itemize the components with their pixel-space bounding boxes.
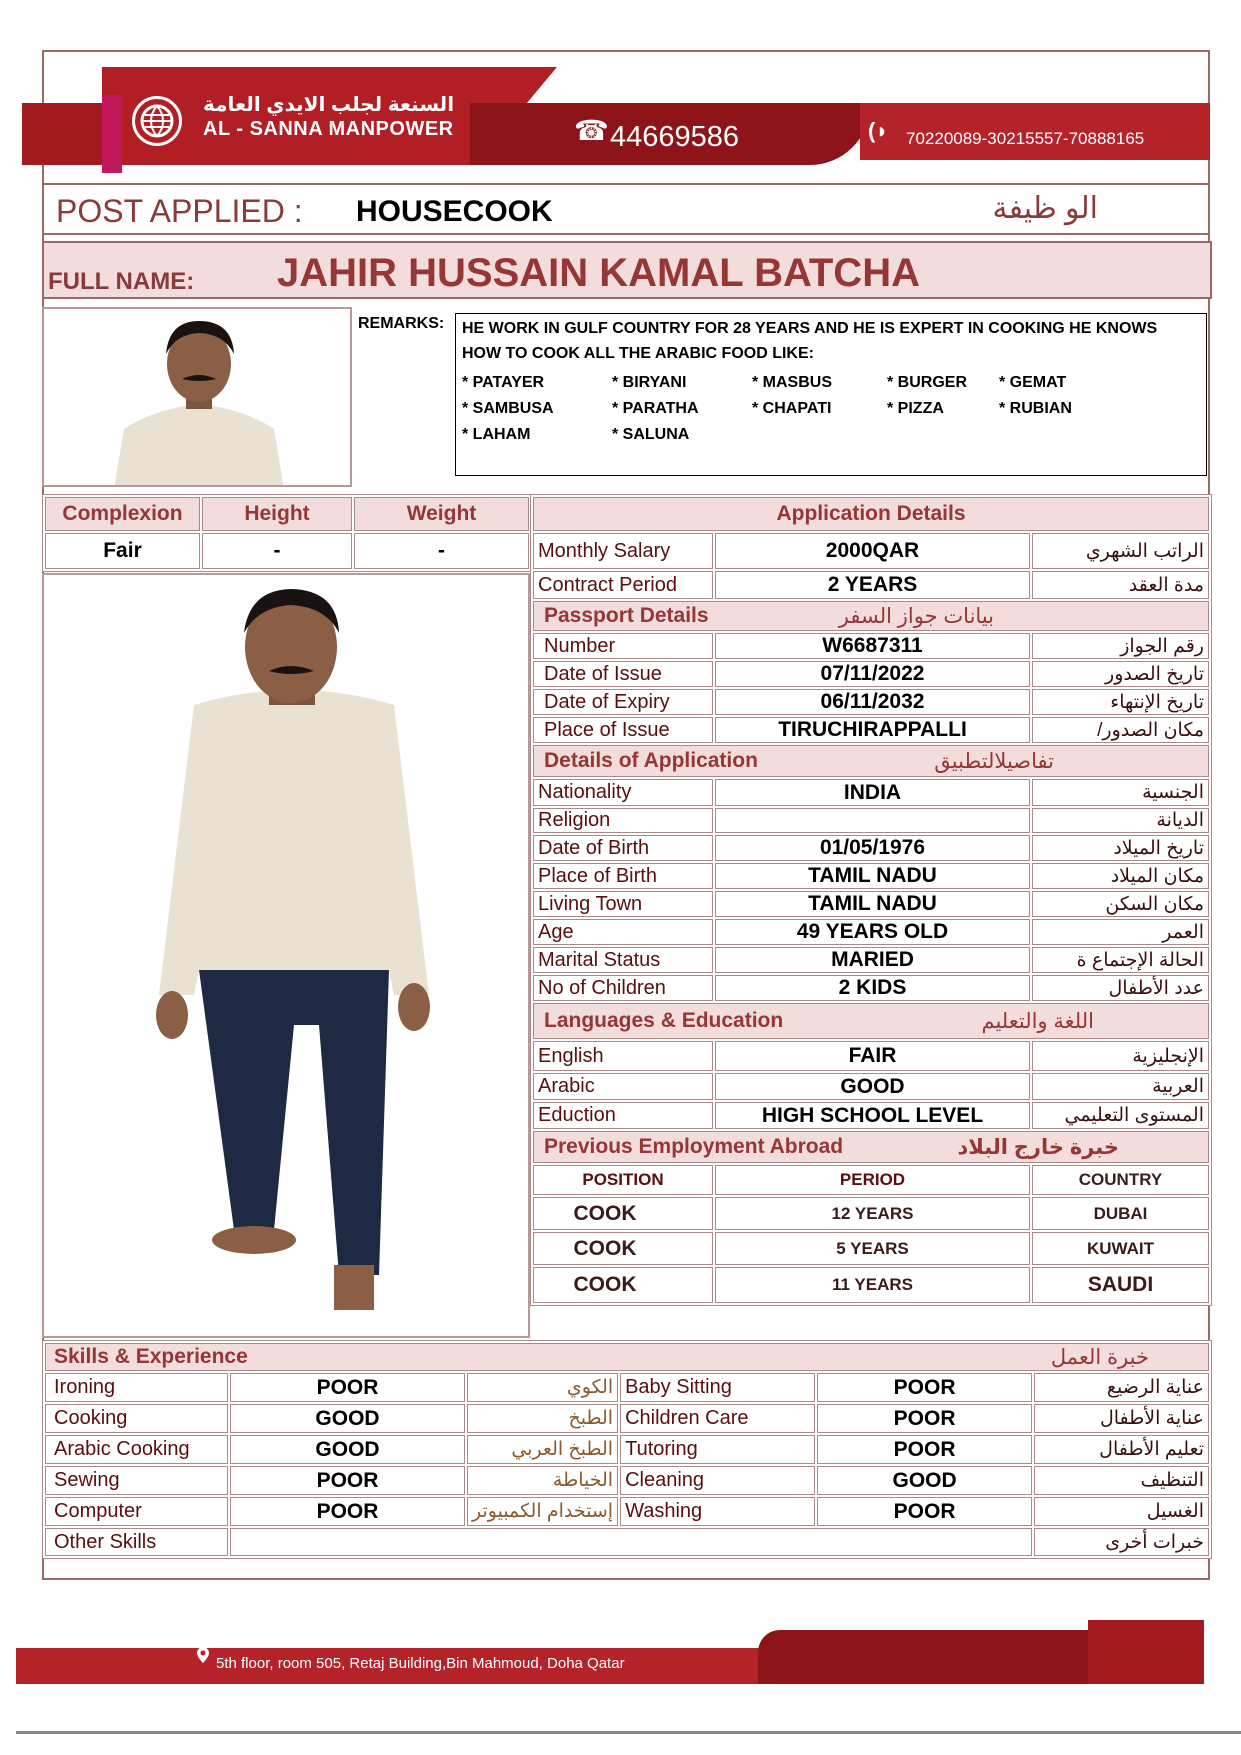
contract-period-value: 2 YEARS bbox=[715, 571, 1030, 599]
place-of-issue-value: TIRUCHIRAPPALLI bbox=[715, 717, 1030, 743]
skills-table bbox=[42, 1340, 1212, 1559]
contract-period-label: Contract Period bbox=[533, 571, 713, 599]
date-of-birth-value: 01/05/1976 bbox=[715, 835, 1030, 861]
skill-label-arabic: الطبخ العربي bbox=[467, 1435, 618, 1464]
food-item: * PATAYER bbox=[462, 374, 545, 391]
english-label-arabic: الإنجليزية bbox=[1032, 1041, 1209, 1071]
skill-label-arabic: عناية الأطفال bbox=[1034, 1404, 1209, 1433]
phone-number[interactable]: 44669586 bbox=[610, 121, 740, 153]
skill-label: Cleaning bbox=[620, 1466, 815, 1495]
age-value: 49 YEARS OLD bbox=[715, 919, 1030, 945]
skill-level: POOR bbox=[230, 1497, 465, 1526]
skill-level: POOR bbox=[817, 1404, 1032, 1433]
post-applied-value: HOUSECOOK bbox=[356, 195, 553, 228]
living-town-value: TAMIL NADU bbox=[715, 891, 1030, 917]
employment-position: COOK bbox=[533, 1232, 713, 1265]
height-value: - bbox=[202, 533, 352, 569]
skills-experience-title-arabic: خبرة العمل bbox=[1050, 1345, 1149, 1369]
date-of-expiry-value: 06/11/2032 bbox=[715, 689, 1030, 715]
skill-label-arabic: تعليم الأطفال bbox=[1034, 1435, 1209, 1464]
employment-row bbox=[533, 1232, 1209, 1265]
passport-details-title-arabic: بيانات جواز السفر bbox=[838, 604, 994, 628]
other-skills-label: Other Skills bbox=[45, 1528, 228, 1556]
skill-level: GOOD bbox=[230, 1435, 465, 1464]
date-of-birth-label-arabic: تاريخ الميلاد bbox=[1032, 835, 1209, 861]
food-item: * BURGER bbox=[887, 374, 968, 391]
location-pin-icon bbox=[197, 1647, 209, 1667]
monthly-salary-label-arabic: الراتب الشهري bbox=[1032, 533, 1209, 569]
banner-left-stripe bbox=[22, 103, 112, 165]
languages-education-title-arabic: اللغة والتعليم bbox=[981, 1009, 1094, 1033]
food-item: * BIRYANI bbox=[612, 374, 687, 391]
nationality-label: Nationality bbox=[533, 779, 713, 806]
date-of-issue-value: 07/11/2022 bbox=[715, 661, 1030, 687]
skill-row bbox=[45, 1466, 1209, 1495]
position-column-header: POSITION bbox=[533, 1165, 713, 1195]
physical-attributes-table bbox=[42, 494, 532, 572]
skill-label-arabic: الكوي bbox=[467, 1373, 618, 1402]
remarks-label: REMARKS: bbox=[358, 315, 445, 332]
employment-period: 12 YEARS bbox=[715, 1197, 1030, 1230]
monthly-salary-label: Monthly Salary bbox=[533, 533, 713, 569]
employment-position: COOK bbox=[533, 1267, 713, 1303]
portrait-photo bbox=[42, 307, 352, 487]
food-item: * PARATHA bbox=[612, 400, 699, 417]
details-of-application-title-arabic: تفاصيلالتطبيق bbox=[934, 749, 1054, 773]
date-of-issue-label: Date of Issue bbox=[533, 661, 713, 687]
full-name-row bbox=[42, 241, 1212, 299]
application-details-table bbox=[530, 494, 1212, 1306]
skill-level: POOR bbox=[230, 1466, 465, 1495]
education-value: HIGH SCHOOL LEVEL bbox=[715, 1102, 1030, 1129]
complexion-value: Fair bbox=[45, 533, 200, 569]
age-label: Age bbox=[533, 919, 713, 945]
skill-label: Sewing bbox=[45, 1466, 228, 1495]
skill-level: POOR bbox=[817, 1497, 1032, 1526]
skill-row bbox=[45, 1497, 1209, 1526]
skill-label: Baby Sitting bbox=[620, 1373, 815, 1402]
full-name-value: JAHIR HUSSAIN KAMAL BATCHA bbox=[277, 251, 920, 295]
employment-row bbox=[533, 1197, 1209, 1230]
full-name-label: FULL NAME: bbox=[48, 268, 195, 295]
country-column-header: COUNTRY bbox=[1032, 1165, 1209, 1195]
details-of-application-title: Details of Application bbox=[544, 748, 758, 772]
skill-label: Washing bbox=[620, 1497, 815, 1526]
skill-level: GOOD bbox=[230, 1404, 465, 1433]
living-town-label-arabic: مكان السكن bbox=[1032, 891, 1209, 917]
food-item: * CHAPATI bbox=[752, 400, 832, 417]
skill-label: Cooking bbox=[45, 1404, 228, 1433]
children-label: No of Children bbox=[533, 975, 713, 1001]
arabic-label: Arabic bbox=[533, 1073, 713, 1100]
brand-name-english: AL - SANNA MANPOWER bbox=[203, 118, 454, 140]
skill-label: Ironing bbox=[45, 1373, 228, 1402]
application-details-header: Application Details bbox=[533, 497, 1209, 531]
food-item: * GEMAT bbox=[999, 374, 1067, 391]
arabic-label-arabic: العربية bbox=[1032, 1073, 1209, 1100]
food-item: * SAMBUSA bbox=[462, 400, 554, 417]
skill-label: Computer bbox=[45, 1497, 228, 1526]
other-skills-row bbox=[45, 1528, 1209, 1556]
monthly-salary-value: 2000QAR bbox=[715, 533, 1030, 569]
english-label: English bbox=[533, 1041, 713, 1071]
skill-label-arabic: الخياطة bbox=[467, 1466, 618, 1495]
place-of-issue-label-arabic: مكان الصدور/ bbox=[1032, 717, 1209, 743]
food-item: * LAHAM bbox=[462, 426, 531, 443]
employment-period: 5 YEARS bbox=[715, 1232, 1030, 1265]
religion-label: Religion bbox=[533, 808, 713, 833]
banner-accent-bar bbox=[102, 95, 122, 173]
skill-level: POOR bbox=[230, 1373, 465, 1402]
languages-education-title: Languages & Education bbox=[544, 1008, 784, 1032]
footer-dark-block bbox=[758, 1630, 1092, 1684]
place-of-issue-label: Place of Issue bbox=[533, 717, 713, 743]
place-of-birth-label: Place of Birth bbox=[533, 863, 713, 889]
passport-details-title: Passport Details bbox=[544, 603, 709, 627]
food-item: * PIZZA bbox=[887, 400, 944, 417]
religion-label-arabic: الديانة bbox=[1032, 808, 1209, 833]
employment-country: SAUDI bbox=[1032, 1267, 1209, 1303]
skill-level: GOOD bbox=[817, 1466, 1032, 1495]
mobile-numbers[interactable]: 70220089-30215557-70888165 bbox=[906, 129, 1145, 148]
post-applied-label-arabic: الو ظيفة bbox=[992, 192, 1098, 225]
mobile-phone-icon: (◗ bbox=[868, 118, 889, 143]
remarks-text: HE WORK IN GULF COUNTRY FOR 28 YEARS AND HE IS EXPERT IN COOKING HE KNOWS HOW TO COOK ALL THE ARABIC FOOD LIKE: bbox=[462, 320, 1158, 362]
marital-status-label: Marital Status bbox=[533, 947, 713, 973]
skill-label-arabic: عناية الرضيع bbox=[1034, 1373, 1209, 1402]
other-skills-label-arabic: خبرات أخرى bbox=[1034, 1528, 1209, 1556]
place-of-birth-value: TAMIL NADU bbox=[715, 863, 1030, 889]
skill-label-arabic: الطبخ bbox=[467, 1404, 618, 1433]
other-skills-value bbox=[230, 1528, 1032, 1556]
skill-label: Children Care bbox=[620, 1404, 815, 1433]
date-of-expiry-label: Date of Expiry bbox=[533, 689, 713, 715]
nationality-label-arabic: الجنسية bbox=[1032, 779, 1209, 806]
page-bottom-rule bbox=[16, 1731, 1241, 1734]
passport-number-label: Number bbox=[533, 633, 713, 659]
living-town-label: Living Town bbox=[533, 891, 713, 917]
period-column-header: PERIOD bbox=[715, 1165, 1030, 1195]
skills-experience-header bbox=[45, 1343, 1209, 1371]
contract-period-label-arabic: مدة العقد bbox=[1032, 571, 1209, 599]
employment-country: DUBAI bbox=[1032, 1197, 1209, 1230]
weight-header: Weight bbox=[354, 497, 529, 531]
employment-period: 11 YEARS bbox=[715, 1267, 1030, 1303]
complexion-header: Complexion bbox=[45, 497, 200, 531]
footer-address: 5th floor, room 505, Retaj Building,Bin Mahmoud, Doha Qatar bbox=[216, 1655, 625, 1672]
skill-level: POOR bbox=[817, 1435, 1032, 1464]
skill-level: POOR bbox=[817, 1373, 1032, 1402]
english-value: FAIR bbox=[715, 1041, 1030, 1071]
date-of-issue-label-arabic: تاريخ الصدور bbox=[1032, 661, 1209, 687]
skill-row bbox=[45, 1404, 1209, 1433]
education-label: Eduction bbox=[533, 1102, 713, 1129]
skills-experience-title: Skills & Experience bbox=[54, 1344, 248, 1368]
nationality-value: INDIA bbox=[715, 779, 1030, 806]
food-list bbox=[462, 370, 1200, 448]
skill-label-arabic: الغسيل bbox=[1034, 1497, 1209, 1526]
place-of-birth-label-arabic: مكان الميلاد bbox=[1032, 863, 1209, 889]
languages-education-header bbox=[533, 1003, 1209, 1039]
children-value: 2 KIDS bbox=[715, 975, 1030, 1001]
post-applied-label: POST APPLIED : bbox=[56, 193, 303, 229]
skill-row bbox=[45, 1373, 1209, 1402]
passport-details-header bbox=[533, 601, 1209, 631]
marital-status-label-arabic: الحالة الإجتماع ة bbox=[1032, 947, 1209, 973]
previous-employment-title-arabic: خبرة خارج البلاد bbox=[957, 1135, 1119, 1159]
date-of-birth-label: Date of Birth bbox=[533, 835, 713, 861]
weight-value: - bbox=[354, 533, 529, 569]
education-label-arabic: المستوى التعليمي bbox=[1032, 1102, 1209, 1129]
previous-employment-title: Previous Employment Abroad bbox=[544, 1134, 844, 1158]
skill-label: Tutoring bbox=[620, 1435, 815, 1464]
date-of-expiry-label-arabic: تاريخ الإنتهاء bbox=[1032, 689, 1209, 715]
children-label-arabic: عدد الأطفال bbox=[1032, 975, 1209, 1001]
footer-right-block bbox=[1088, 1620, 1204, 1684]
telephone-icon: ☎ bbox=[574, 115, 609, 146]
post-applied-row bbox=[42, 183, 1210, 235]
skill-label-arabic: التنظيف bbox=[1034, 1466, 1209, 1495]
marital-status-value: MARIED bbox=[715, 947, 1030, 973]
employment-position: COOK bbox=[533, 1197, 713, 1230]
employment-row bbox=[533, 1267, 1209, 1303]
remarks-box bbox=[455, 313, 1207, 476]
brand-name-arabic: السنعة لجلب الايدي العامة bbox=[203, 94, 455, 116]
passport-number-label-arabic: رقم الجواز bbox=[1032, 633, 1209, 659]
religion-value bbox=[715, 808, 1030, 833]
skill-row bbox=[45, 1435, 1209, 1464]
passport-number-value: W6687311 bbox=[715, 633, 1030, 659]
food-item: * SALUNA bbox=[612, 426, 690, 443]
previous-employment-header bbox=[533, 1131, 1209, 1163]
full-body-photo bbox=[42, 573, 530, 1338]
height-header: Height bbox=[202, 497, 352, 531]
age-label-arabic: العمر bbox=[1032, 919, 1209, 945]
arabic-value: GOOD bbox=[715, 1073, 1030, 1100]
food-item: * MASBUS bbox=[752, 374, 833, 391]
skill-label-arabic: إستخدام الكمبيوتر bbox=[467, 1497, 618, 1526]
globe-icon bbox=[132, 96, 182, 146]
employment-country: KUWAIT bbox=[1032, 1232, 1209, 1265]
skill-label: Arabic Cooking bbox=[45, 1435, 228, 1464]
food-item: * RUBIAN bbox=[999, 400, 1072, 417]
details-of-application-header bbox=[533, 745, 1209, 777]
